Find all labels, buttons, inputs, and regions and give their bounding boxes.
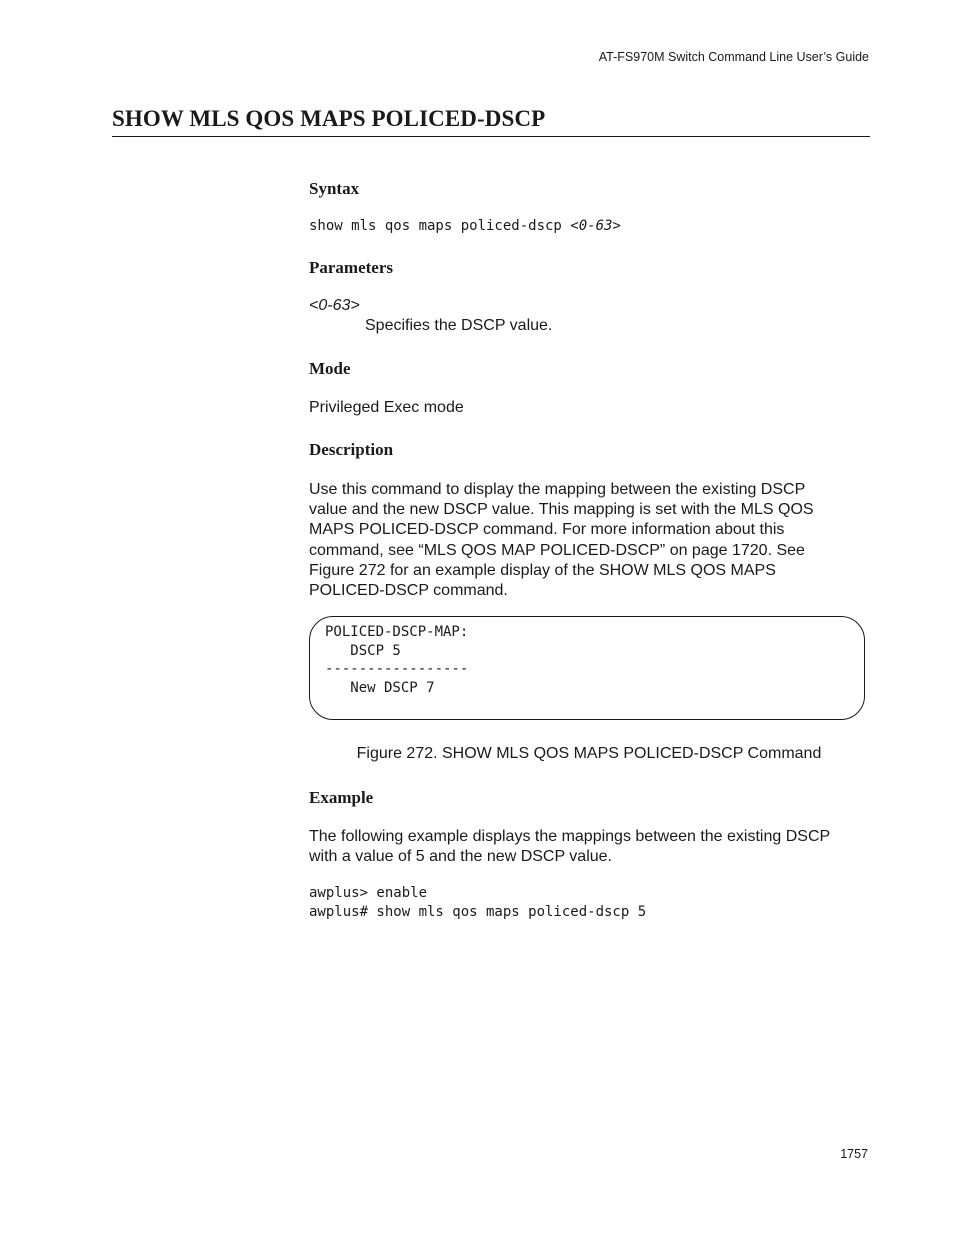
example-code: [309, 884, 646, 922]
parameter-name: <0-63>: [309, 297, 360, 314]
description-line: MAPS POLICED-DSCP command. For more information about this: [309, 521, 785, 539]
figure-caption: Figure 272. SHOW MLS QOS MAPS POLICED-DSCP Command: [356, 745, 822, 762]
example-code-line: awplus> enable: [309, 885, 428, 901]
figure-output-line: POLICED-DSCP-MAP:: [325, 624, 469, 640]
parameters-heading: Parameters: [309, 258, 394, 277]
parameter-description: Specifies the DSCP value.: [365, 317, 553, 334]
syntax-argument: <0-63>: [570, 218, 621, 234]
figure-output-line: -----------------: [325, 661, 469, 677]
description-line: command, see “MLS QOS MAP POLICED-DSCP” on page 1720. See: [309, 541, 805, 559]
running-header: AT-FS970M Switch Command Line User’s Guide: [598, 50, 869, 64]
example-line: with a value of 5 and the new DSCP value.: [309, 848, 612, 866]
page-title: SHOW MLS QOS MAPS POLICED-DSCP: [112, 106, 870, 137]
example-heading: Example: [309, 788, 374, 807]
mode-text: Privileged Exec mode: [309, 399, 464, 416]
figure-output-box: [309, 616, 865, 720]
figure-output-line: New DSCP 7: [325, 679, 435, 696]
figure-output: [325, 623, 468, 697]
syntax-heading: Syntax: [309, 179, 360, 198]
figure-output-line: DSCP 5: [325, 642, 401, 659]
description-line: POLICED-DSCP command.: [309, 582, 508, 600]
syntax-command: [309, 217, 621, 236]
example-line: The following example displays the mappings between the existing DSCP: [309, 828, 831, 845]
mode-heading: Mode: [309, 359, 351, 378]
description-line: Figure 272 for an example display of the SHOW MLS QOS MAPS: [309, 561, 776, 579]
description-heading: Description: [309, 440, 394, 459]
description-line: Use this command to display the mapping between the existing DSCP: [309, 481, 806, 498]
syntax-command-text: show mls qos maps policed-dscp: [309, 218, 571, 234]
example-code-line: awplus# show mls qos maps policed-dscp 5: [309, 904, 647, 920]
description-line: value and the new DSCP value. This mapping is set with the MLS QOS: [309, 501, 814, 519]
page-number: 1757: [840, 1147, 868, 1161]
description-text: [309, 480, 814, 601]
example-text: [309, 827, 830, 867]
